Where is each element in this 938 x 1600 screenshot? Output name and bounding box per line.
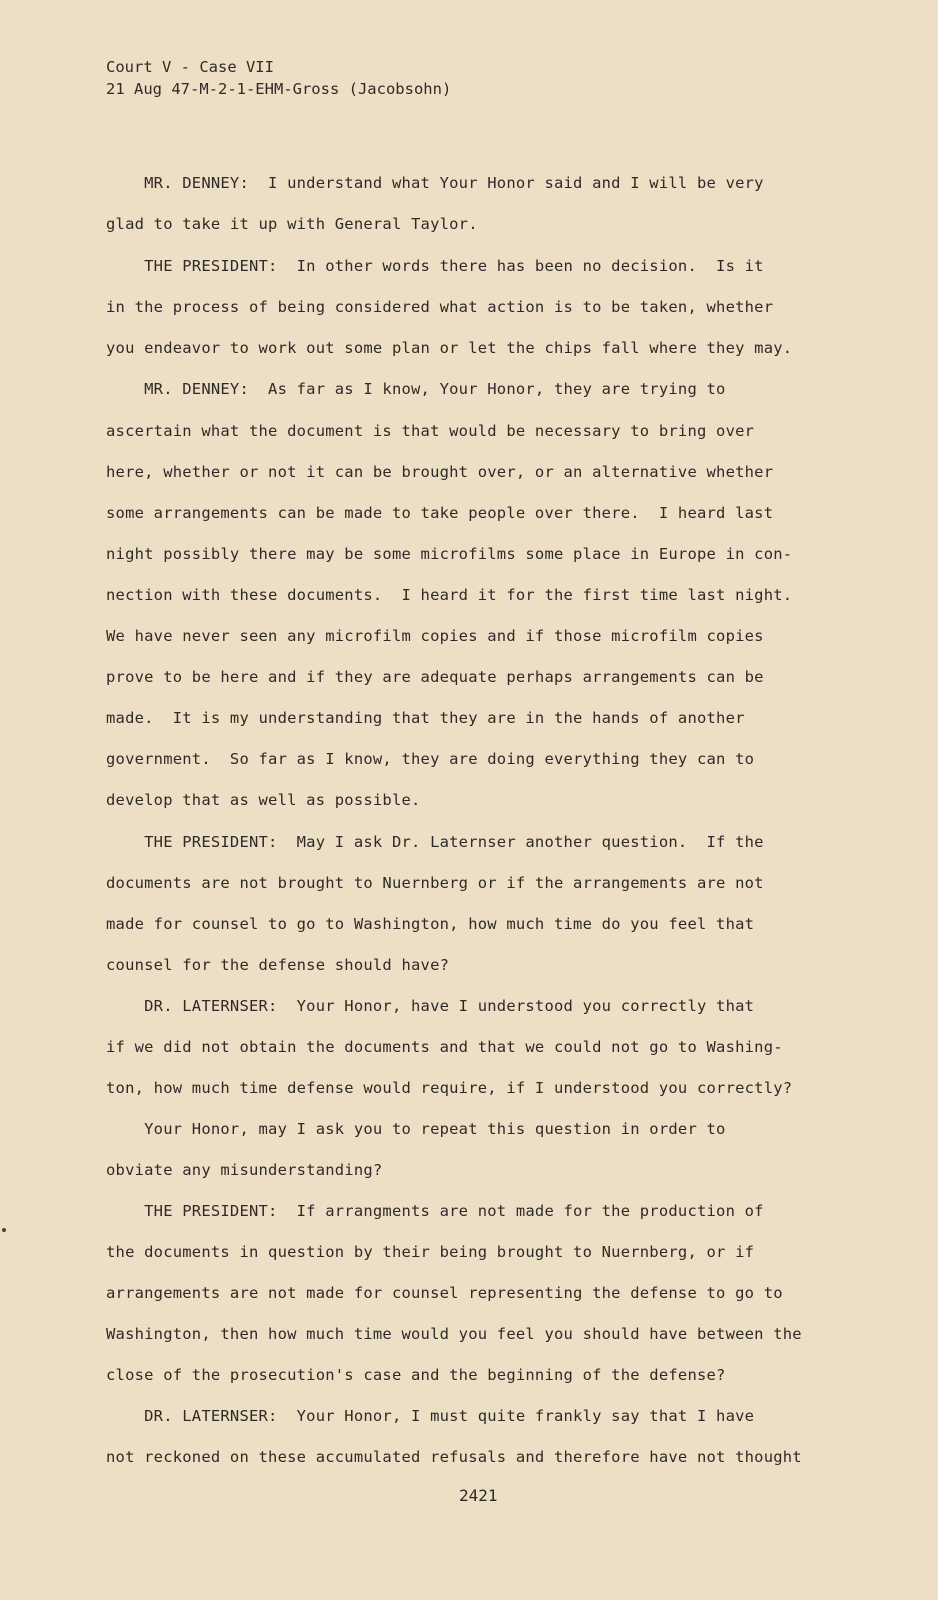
transcript-line: develop that as well as possible. <box>106 791 421 809</box>
transcript-line: THE PRESIDENT: In other words there has been no decision. Is it <box>106 257 764 275</box>
header-session-info: 21 Aug 47-M-2-1-EHM-Gross (Jacobsohn) <box>106 80 452 98</box>
transcript-line: THE PRESIDENT: If arrangments are not made for the production of <box>106 1202 764 1220</box>
transcript-line: MR. DENNEY: I understand what Your Honor said and I will be very <box>106 174 764 192</box>
transcript-line: close of the prosecution's case and the beginning of the defense? <box>106 1366 726 1384</box>
transcript-line: arrangements are not made for counsel representing the defense to go to <box>106 1284 783 1302</box>
case-header <box>106 56 451 100</box>
transcript-line: DR. LATERNSER: Your Honor, I must quite frankly say that I have <box>106 1407 755 1425</box>
transcript-line: government. So far as I know, they are doing everything they can to <box>106 750 755 768</box>
transcript-line: glad to take it up with General Taylor. <box>106 215 478 233</box>
transcript-line: MR. DENNEY: As far as I know, Your Honor, they are trying to <box>106 380 726 398</box>
transcript-line: if we did not obtain the documents and that we could not go to Washing- <box>106 1038 783 1056</box>
page-number: 2421 <box>459 1486 498 1505</box>
transcript-line: made for counsel to go to Washington, how much time do you feel that <box>106 915 755 933</box>
transcript-line: Washington, then how much time would you feel you should have between the <box>106 1325 802 1343</box>
transcript-line: counsel for the defense should have? <box>106 956 450 974</box>
transcript-line: here, whether or not it can be brought over, or an alternative whether <box>106 463 774 481</box>
transcript-line: obviate any misunderstanding? <box>106 1161 383 1179</box>
transcript-line: prove to be here and if they are adequate perhaps arrangements can be <box>106 668 764 686</box>
transcript-line: We have never seen any microfilm copies and if those microfilm copies <box>106 627 764 645</box>
transcript-line: DR. LATERNSER: Your Honor, have I understood you correctly that <box>106 997 755 1015</box>
transcript-line: some arrangements can be made to take people over there. I heard last <box>106 504 774 522</box>
transcript-line: in the process of being considered what action is to be taken, whether <box>106 298 774 316</box>
margin-punch-mark <box>2 1228 6 1232</box>
transcript-line: not reckoned on these accumulated refusals and therefore have not thought <box>106 1448 802 1466</box>
transcript-line: ascertain what the document is that would be necessary to bring over <box>106 422 755 440</box>
transcript-line: made. It is my understanding that they are in the hands of another <box>106 709 745 727</box>
transcript-line: THE PRESIDENT: May I ask Dr. Laternser another question. If the <box>106 833 764 851</box>
transcript-line: documents are not brought to Nuernberg or if the arrangements are not <box>106 874 764 892</box>
transcript-line: night possibly there may be some microfilms some place in Europe in con- <box>106 545 793 563</box>
transcript-line: Your Honor, may I ask you to repeat this question in order to <box>106 1120 726 1138</box>
transcript-line: nection with these documents. I heard it for the first time last night. <box>106 586 793 604</box>
header-court-case: Court V - Case VII <box>106 58 274 76</box>
transcript-line: the documents in question by their being brought to Nuernberg, or if <box>106 1243 755 1261</box>
transcript-line: you endeavor to work out some plan or let the chips fall where they may. <box>106 339 793 357</box>
transcript-line: ton, how much time defense would require, if I understood you correctly? <box>106 1079 793 1097</box>
